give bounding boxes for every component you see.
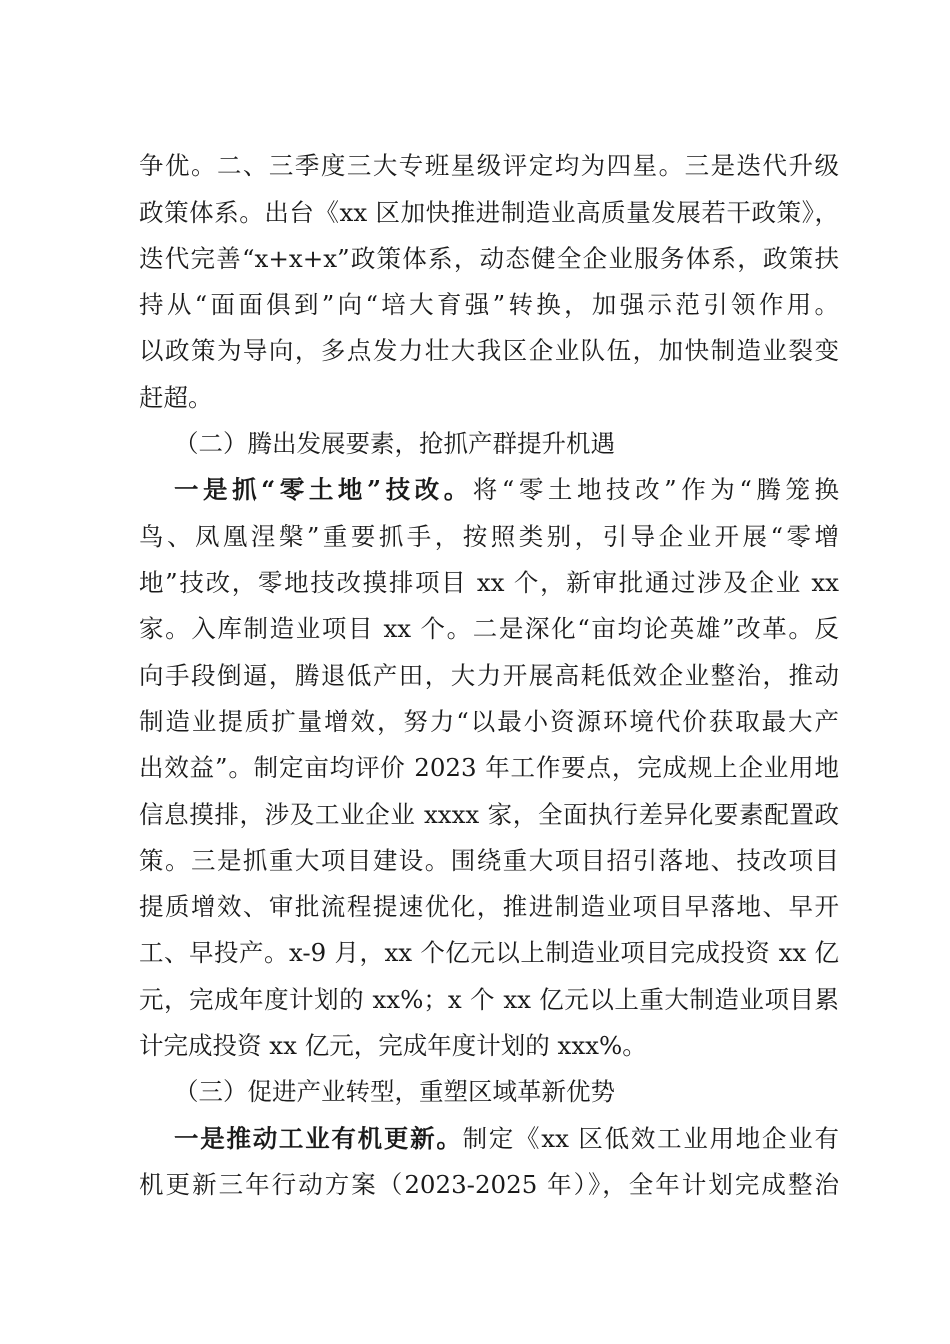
paragraph-line: 迭代完善“x+x+x”政策体系，动态健全企业服务体系，政策扶 — [139, 244, 839, 273]
paragraph-line: 赶超。 — [139, 383, 213, 412]
paragraph-line: 持从“面面俱到”向“培大育强”转换，加强示范引领作用。 — [139, 290, 839, 319]
paragraph-lead-line — [174, 1119, 839, 1159]
paragraph-line: 策。三是抓重大项目建设。围绕重大项目招引落地、技改项目 — [139, 846, 839, 875]
lead-text: 将“零土地技改”作为“腾笼换 — [472, 475, 839, 504]
paragraph-line: 出效益”。制定亩均评价 2023 年工作要点，完成规上企业用地 — [139, 753, 839, 782]
section-heading: （二）腾出发展要素，抢抓产群提升机遇 — [174, 429, 615, 458]
lead-bold-text: 一是推动工业有机更新。 — [174, 1124, 463, 1153]
paragraph-line: 计完成投资 xx 亿元，完成年度计划的 xxx%。 — [139, 1031, 647, 1060]
section-heading: （三）促进产业转型，重塑区域革新优势 — [174, 1077, 615, 1106]
paragraph-line: 信息摸排，涉及工业企业 xxxx 家，全面执行差异化要素配置政 — [139, 800, 839, 829]
paragraph-line: 机更新三年行动方案（2023-2025 年）》，全年计划完成整治 — [139, 1170, 839, 1199]
paragraph-line: 争优。二、三季度三大专班星级评定均为四星。三是迭代升级 — [139, 151, 839, 180]
paragraph-line: 鸟、凤凰涅槃”重要抓手，按照类别，引导企业开展“零增 — [139, 522, 839, 551]
paragraph-lead-line — [174, 470, 839, 510]
paragraph-line: 提质增效、审批流程提速优化，推进制造业项目早落地、早开 — [139, 892, 839, 921]
paragraph-line: 家。入库制造业项目 xx 个。二是深化“亩均论英雄”改革。反 — [139, 614, 839, 643]
lead-text: 制定《xx 区低效工业用地企业有 — [462, 1124, 840, 1153]
lead-bold-text: 一是抓“零土地”技改。 — [174, 475, 473, 504]
paragraph-line: 以政策为导向，多点发力壮大我区企业队伍，加快制造业裂变 — [139, 336, 839, 365]
paragraph-line: 向手段倒逼，腾退低产田，大力开展高耗低效企业整治，推动 — [139, 661, 839, 690]
paragraph-line: 制造业提质扩量增效，努力“以最小资源环境代价获取最大产 — [139, 707, 839, 736]
paragraph-line: 地”技改，零地技改摸排项目 xx 个，新审批通过涉及企业 xx — [139, 568, 839, 597]
paragraph-line: 元，完成年度计划的 xx%；x 个 xx 亿元以上重大制造业项目累 — [139, 985, 839, 1014]
paragraph-line: 政策体系。出台《xx 区加快推进制造业高质量发展若干政策》， — [139, 198, 839, 227]
paragraph-line: 工、早投产。x-9 月，xx 个亿元以上制造业项目完成投资 xx 亿 — [139, 938, 839, 967]
